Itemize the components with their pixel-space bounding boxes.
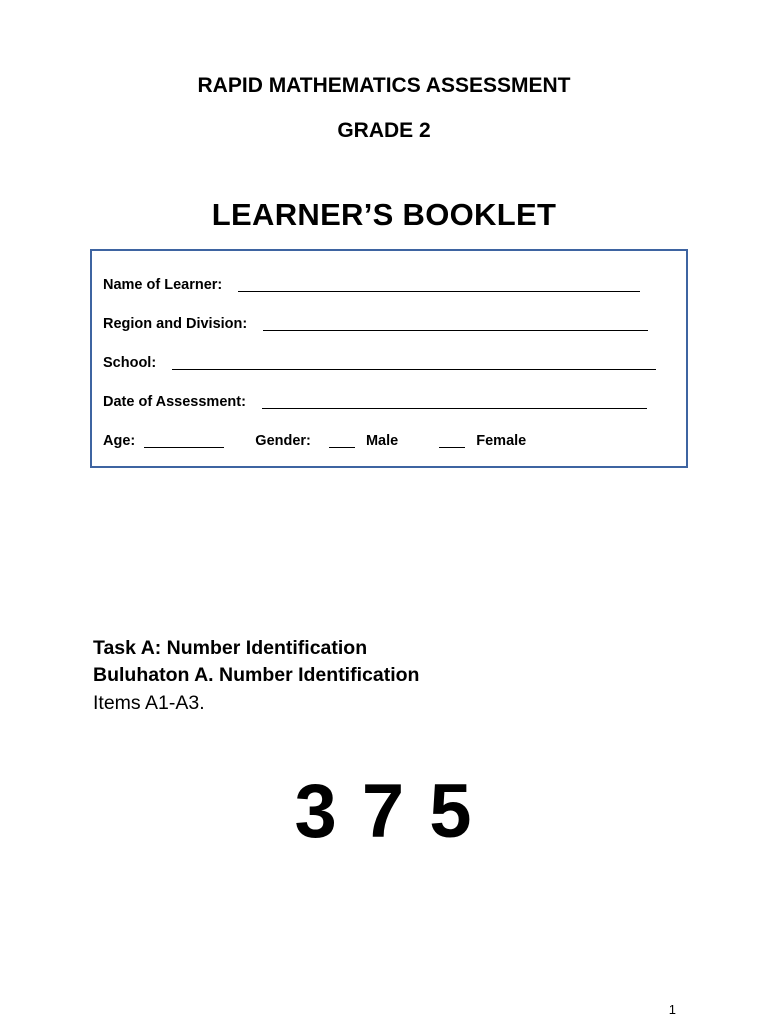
page-title: RAPID MATHEMATICS ASSESSMENT (197, 74, 571, 97)
task-title-english: Task A: Number Identification (93, 637, 368, 659)
age-gender-field (103, 432, 526, 450)
number-to-identify: 3 7 5 (294, 769, 474, 854)
page-number: 1 (668, 1002, 676, 1017)
name-field[interactable] (103, 276, 640, 294)
date-label: Date of Assessment: (103, 394, 246, 410)
school-blank-line[interactable] (172, 355, 656, 370)
age-label: Age: (103, 433, 136, 449)
school-field[interactable] (103, 354, 656, 372)
booklet-heading: LEARNER’S BOOKLET (211, 197, 557, 232)
name-blank-line[interactable] (238, 277, 640, 292)
school-label: School: (103, 355, 157, 371)
region-division-blank-line[interactable] (263, 316, 648, 331)
task-title-local: Buluhaton A. Number Identification (93, 664, 420, 686)
female-label: Female (476, 433, 527, 449)
date-blank-line[interactable] (262, 394, 647, 409)
age-blank-line[interactable] (144, 433, 224, 448)
name-label: Name of Learner: (103, 277, 223, 293)
region-division-field[interactable] (103, 315, 648, 333)
male-blank-line[interactable] (329, 433, 355, 448)
learner-info-box (90, 249, 688, 468)
male-label: Male (365, 433, 399, 449)
region-division-label: Region and Division: (103, 316, 248, 332)
grade-heading: GRADE 2 (337, 119, 431, 142)
gender-label: Gender: (255, 433, 311, 449)
task-items: Items A1-A3. (93, 692, 205, 714)
date-field[interactable] (103, 393, 647, 411)
female-blank-line[interactable] (439, 433, 465, 448)
